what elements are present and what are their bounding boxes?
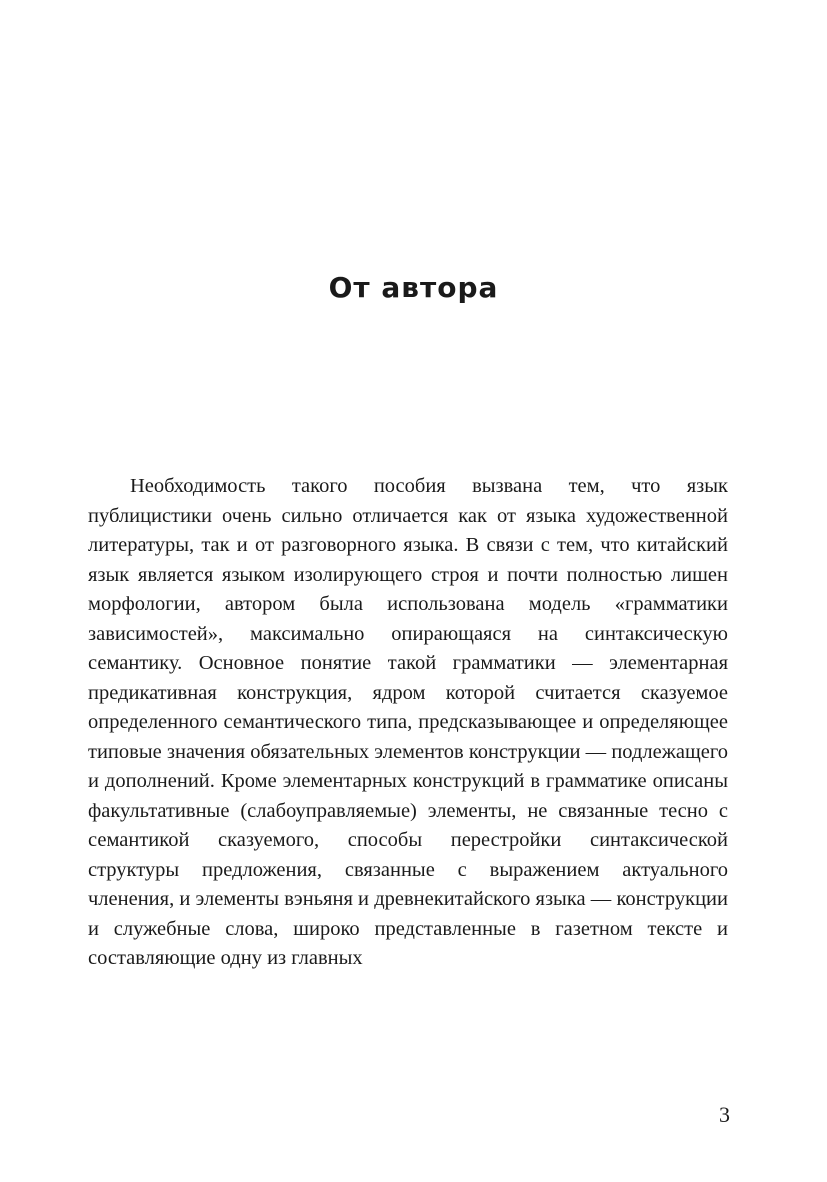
body-paragraph: Необходимость такого пособия вызвана тем, что язык публицистики очень сильно отличается как от языка художественной литературы, так и от разговорного языка. В связи с тем, что китайский язык является языком изолирующего строя и почти полностью лишен морфологии, автором была использована модель «грамматики зависимостей», максимально опирающаяся на синтаксическую семантику. Основное понятие такой грамматики — элементарная предикативная конструкция, ядром которой считается сказуемое определенного семантического типа, предсказывающее и определяющее типовые значения обязательных элементов конструкции — подлежащего и дополнений. Кроме элементарных конструкций в грамматике описаны факультативные (слабоуправляемые) элементы, не связанные тесно с семантикой сказуемого, способы перестройки синтаксической структуры предложения, связанные с выражением актуального членения, и элементы вэньяня и древнекитайского языка — конструкции и служебные слова, широко представленные в газетном тексте и составляющие одну из главных (88, 475, 728, 969)
page-number: 3 (719, 1102, 730, 1127)
chapter-title: От автора (328, 271, 499, 304)
